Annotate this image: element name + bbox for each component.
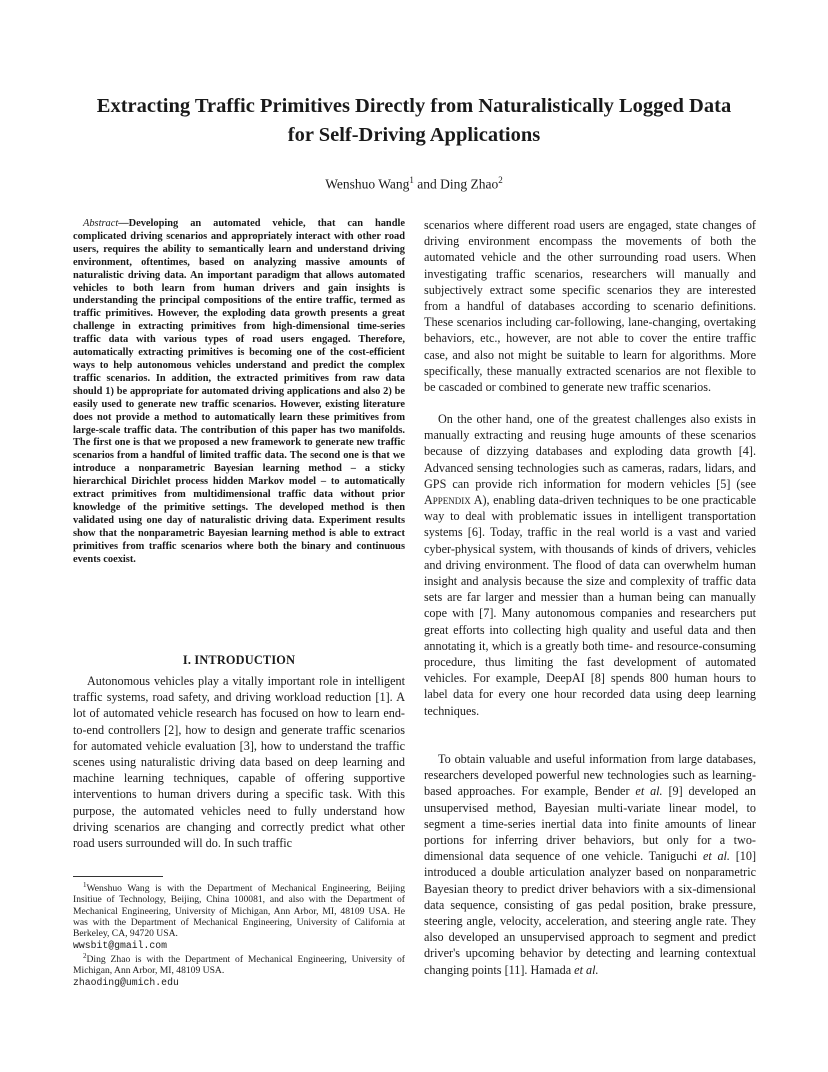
author-2: Ding Zhao <box>440 176 499 192</box>
arxiv-stamp <box>7 270 57 710</box>
footnote-1 <box>73 880 405 951</box>
et-al-1: et al. <box>635 784 663 799</box>
footnote-1-text: Wenshuo Wang is with the Department of Mechanical Engineering, Beijing Insitiue of Technology, Beijing, China 100081, and also with the Department of Mechanical Engineering, University of Michigan, Ann Arbor, MI, 48109 USA. He was with the Department of Mechanical Engineering, University of California at Berkeley, CA, 94720 USA. <box>73 883 405 940</box>
right-paragraph-3-part-b: [9] developed an unsupervised method, Bayesian multi-variate linear model, to segment a time-series inertial data into finite amounts of linear portions for inferring driver behaviors, but only for a two-dimensional data sequence of one vehicle. Taniguchi <box>424 784 756 864</box>
right-paragraph-1: scenarios where different road users are engaged, state changes of driving environment encompass the movements of both the automated vehicle and the other surrounding road users. When investigating traffic scenarios, researchers will manually and subjectively extract some specific scenarios they are interested from a handful of databases according to scenario definitions. These scenarios including car-following, lane-changing, overtaking behaviors, etc., however, are not able to cover the entire traffic case, and also not might be suitable to learn for algorithms. More specifically, these manually extracted scenarios are not flexible to be cascaded or combined to generate new traffic scenarios. <box>424 218 756 395</box>
author-conjunction: and <box>417 176 437 192</box>
et-al-3: et al. <box>574 962 599 977</box>
abstract-lead: Abstract <box>83 218 119 229</box>
section-heading-introduction: I. INTRODUCTION <box>182 653 296 667</box>
author-line <box>0 171 828 194</box>
footnote-rule <box>73 876 163 877</box>
abstract <box>73 218 405 566</box>
abstract-dash: — <box>118 218 129 229</box>
right-paragraph-3-part-a: To obtain valuable and useful information from large databases, researchers developed powerful new technologies such as learning-based approaches. For example, Bender <box>424 752 756 799</box>
right-paragraph-2-part-b: A), enabling data-driven techniques to be one practicable way to deal with problematic issues in intelligent transportation systems [6]. Today, traffic in the real world is a vast and varied cyber-physical system, with thousands of kinds of drivers, vehicles and driving environment. The flood of data can overwhelm human insight and analysis because the size and complexity of traffic data sets are far larger and messier than a human being can manually cope with [7]. Many autonomous companies and researchers put great efforts into collecting high quality and useful data and then annotating it, which is a greatly both time- and resource-consuming procedure, thus limiting the fast development of automated vehicles. For example, DeepAI [8] spends 800 human hours to label data for every one hour recorded data using deep learning techniques. <box>424 493 757 718</box>
author-1: Wenshuo Wang <box>325 176 410 192</box>
arxiv-stamp-svg <box>7 270 57 710</box>
title-line-1: Extracting Traffic Primitives Directly from Naturalistically Logged Data <box>96 95 732 117</box>
right-paragraph-2 <box>424 411 756 719</box>
footnote-2 <box>73 951 405 988</box>
footnote-2-text: Ding Zhao is with the Department of Mechanical Engineering, University of Michigan, Ann Arbor, MI, 48109 USA. <box>73 954 405 977</box>
appendix-reference[interactable]: Appendix <box>424 493 471 508</box>
intro-paragraph: Autonomous vehicles play a vitally important role in intelligent traffic systems, road safety, and driving workload reduction [1]. A lot of automated vehicle research has focused on how to learn end-to-end controllers [2], how to design and generate traffic scenarios for automated vehicle evaluation [3], how to understand the traffic scenes using naturalistic driving data based on deep learning and machine learning techniques, capable of offering supportive interventions to human drivers during a specific task. With this purpose, the automated vehicles need to fully understand how driving scenarios are changing and correctly predict what other road users surrounded will do. In such traffic <box>73 674 405 851</box>
right-paragraph-3 <box>424 751 756 978</box>
footnote-2-email[interactable]: zhaoding@umich.edu <box>73 976 179 988</box>
right-paragraph-2-part-a: On the other hand, one of the greatest challenges also exists in manually extracting and reusing huge amounts of these scenarios because of dizzying databases and exploding data growth [4]. Advanced sensing technologies such as cameras, radars, lidars, and GPS can provide rich information for modern vehicles [5] (see <box>424 412 756 491</box>
footnote-1-mark: 1 <box>83 881 87 889</box>
author-1-affil: 1 <box>409 175 414 185</box>
footnote-1-email[interactable]: wwsbit@gmail.com <box>73 939 168 951</box>
right-paragraph-3-part-c: [10] introduced a double articulation analyzer based on nonparametric Bayesian theory to predict driver behaviors with a six-dimensional data sequence, consisting of gas pedal position, brake pressure, steering angle, velocity, acceleration, and steering angle rate. They also developed an unsupervised approach to segment and predict driver's upcoming behavior by detecting and learning contextual changing points [11]. Hamada <box>424 849 757 977</box>
author-2-affil: 2 <box>498 175 503 185</box>
title-line-2: for Self-Driving Applications <box>287 124 541 146</box>
paper-title <box>40 92 788 150</box>
et-al-2: et al. <box>702 849 730 864</box>
footnote-2-mark: 2 <box>83 951 87 960</box>
footnotes <box>73 880 405 988</box>
abstract-text: Developing an automated vehicle, that can handle complicated driving scenarios and appropriately interact with other road users, requires the ability to semantically learn and understand driving environment, oftentimes, based on analyzing massive amounts of naturalistic driving data. An important paradigm that allows automated vehicles to both learn from human drivers and gain insights is understanding the principal compositions of the entire traffic, termed as traffic primitives. However, the exploding data growth presents a great challenge in extracting primitives from high-dimensional time-series traffic data with various types of road users engaged. Therefore, automatically extracting primitives is becoming one of the cost-efficient ways to help autonomous vehicles understand and predict the complex traffic scenarios. In addition, the extracted primitives from raw data should 1) be appropriate for automated driving applications and also 2) be easily used to generate new traffic scenarios. However, existing literature does not provide a method to automatically learn these primitives from large-scale traffic data. The contribution of this paper has two manifolds. The first one is that we proposed a new framework to generate new traffic scenarios from a handful of limited traffic data. The second one is that we introduce a nonparametric Bayesian learning method – a sticky hierarchical Dirichlet process hidden Markov model – to automatically extract primitives from multidimensional traffic data without prior knowledge of the primitive settings. The developed method is then validated using one day of naturalistic driving data. Experiment results show that the nonparametric Bayesian learning method is able to extract primitives from traffic scenarios where both the binary and continuous events coexist. <box>73 218 405 565</box>
